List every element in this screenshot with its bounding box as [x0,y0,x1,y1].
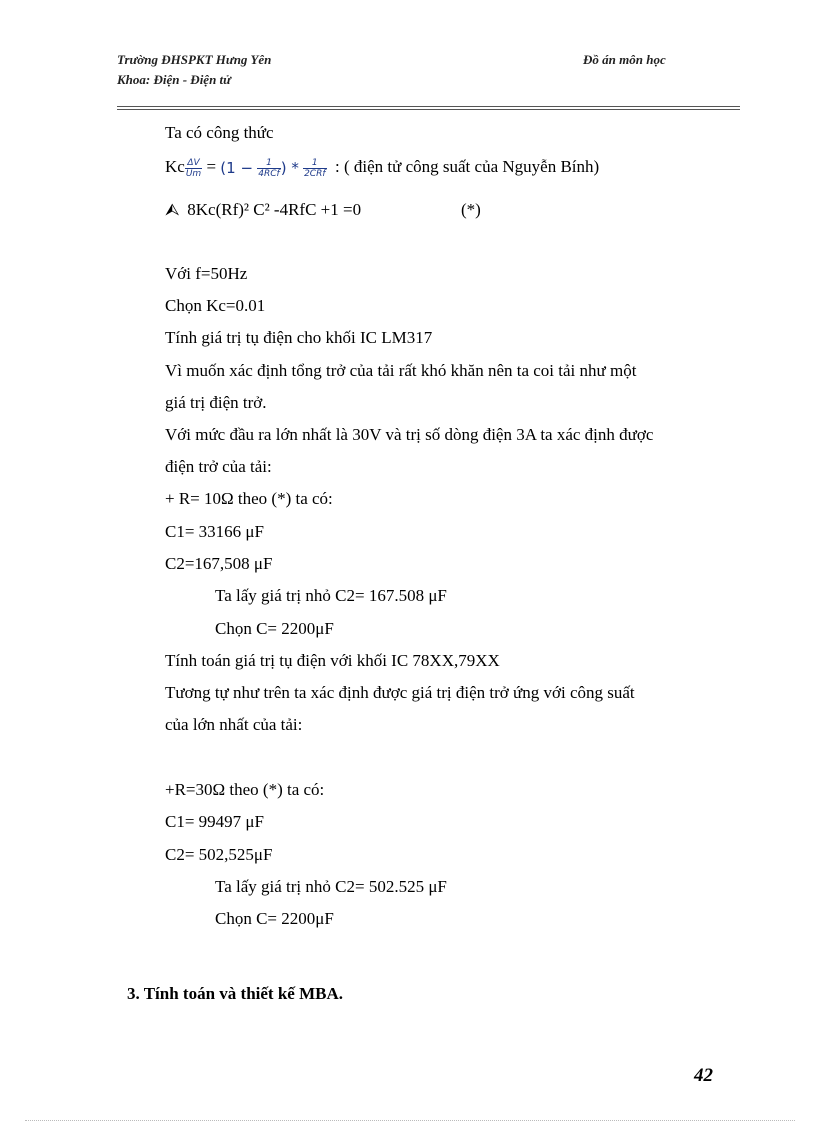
line-choose-a: Chọn C= 2200μF [215,619,334,638]
formula-intro: Ta có công thức [165,123,274,142]
line-ic78-title: Tính toán giá trị tụ điện với khối IC 78XX,79XX [165,651,500,670]
line-max-2: điện trở của tải: [165,457,272,476]
fraction-dv-um [185,158,202,179]
fraction-1-4rcf [257,158,280,179]
header-faculty: Khoa: Điện - Điện tử [117,72,231,87]
formula-eq2-tag: (*) [461,200,481,219]
formula-eq2-line [165,200,361,220]
fraction-numerator: 1 [257,158,280,169]
header-rule-top [117,106,740,107]
line-similar-1: Tương tự như trên ta xác định được giá trị điện trở ứng với công suất [165,683,635,702]
section-3-heading: 3. Tính toán và thiết kế MBA. [127,984,343,1003]
line-lm317-title: Tính giá trị tụ điện cho khối IC LM317 [165,328,433,347]
line-load-2: giá trị điện trở. [165,393,267,412]
line-take-a: Ta lấy giá trị nhỏ C2= 167.508 μF [215,586,447,605]
header-doc-type: Đồ án môn học [583,52,666,67]
line-r30: +R=30Ω theo (*) ta có: [165,780,325,799]
line-r10: + R= 10Ω theo (*) ta có: [165,489,333,508]
formula-eq2: 8Kc(Rf)² C² -4RfC +1 =0 [187,200,362,219]
kc-label: Kc [165,157,185,176]
paren-open: (1 − [220,159,254,178]
line-kc-choose: Chọn Kc=0.01 [165,296,266,315]
fraction-denominator: Um [185,168,202,179]
footer-dotted-line [25,1120,795,1121]
line-c1-a: C1= 33166 μF [165,522,264,541]
line-similar-2: của lớn nhất của tải: [165,715,303,734]
formula-kc [165,157,599,179]
line-c2-b: C2= 502,525μF [165,845,273,864]
formula-source: : ( điện tử công suất của Nguyễn Bính) [335,157,600,176]
line-take-b: Ta lấy giá trị nhỏ C2= 502.525 μF [215,877,447,896]
header-school: Trường ĐHSPKT Hưng Yên [117,52,272,67]
fraction-denominator: 2CRf [304,168,326,179]
equals-sign: = [206,157,217,176]
line-max-1: Với mức đầu ra lớn nhất là 30V và trị số dòng điện 3A ta xác định được [165,425,654,444]
paren-close-mul: ) * [280,159,299,178]
line-c2-a: C2=167,508 μF [165,554,273,573]
line-c1-b: C1= 99497 μF [165,812,264,831]
line-choose-b: Chọn C= 2200μF [215,909,334,928]
page-number: 42 [694,1065,713,1086]
header-rule-bottom [117,109,740,110]
implies-arrow-icon: ⮙ [165,200,180,219]
line-frequency: Với f=50Hz [165,264,248,283]
fraction-1-2crf [303,158,326,179]
fraction-numerator: ΔV [185,158,202,169]
fraction-numerator: 1 [303,158,326,169]
line-load-1: Vì muốn xác định tổng trở của tải rất khó khăn nên ta coi tải như một [165,361,637,380]
fraction-denominator: 4RCf [258,168,280,179]
